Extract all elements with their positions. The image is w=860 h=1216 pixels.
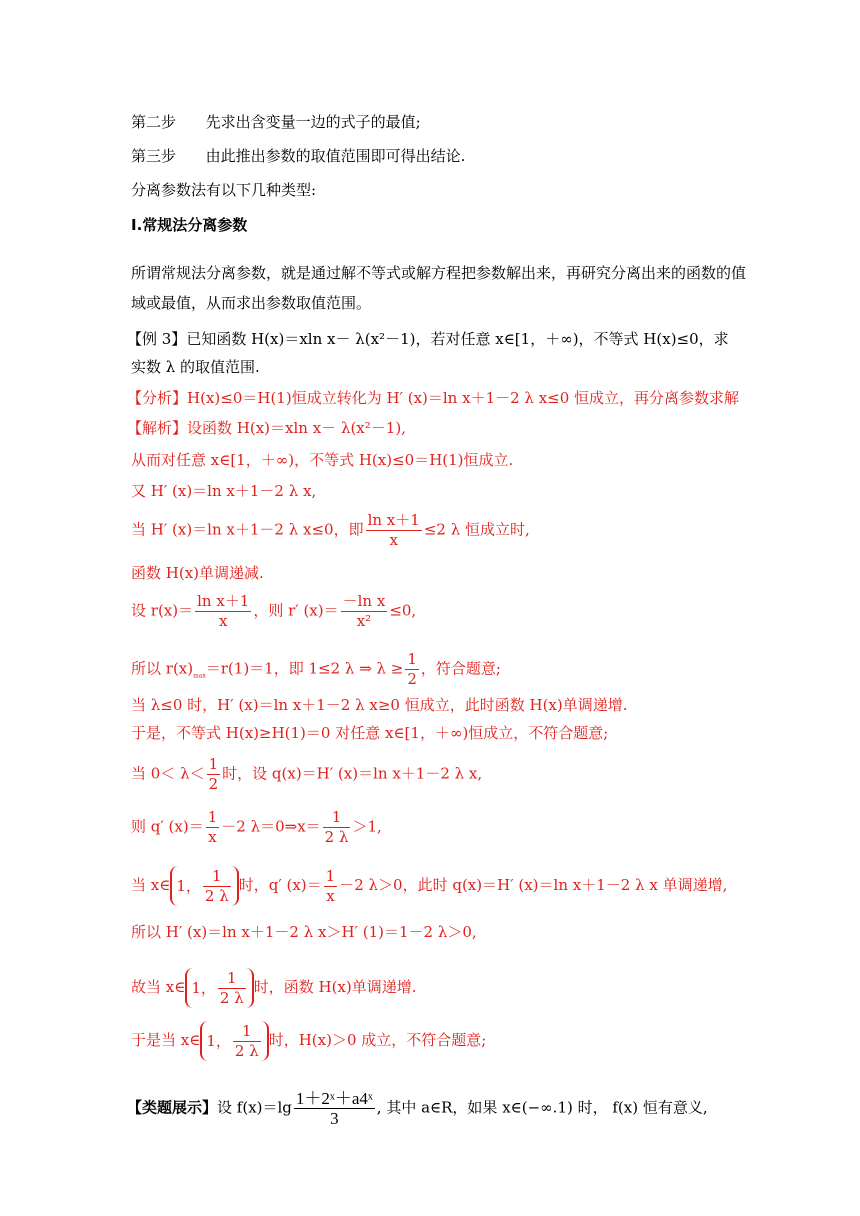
solution-l12a: 当 x∈ xyxy=(131,876,171,894)
interval-left: 1， xyxy=(191,979,216,997)
fraction-numerator: 1 xyxy=(323,808,351,828)
section-heading: I.常规法分离参数 xyxy=(131,216,248,234)
fraction-denominator: 2 λ xyxy=(219,988,244,1007)
analysis-text: H(x)≤0＝H(1)恒成立转化为 H′ (x)＝ln x＋1－2 λ x≤0 恒成立，再分离参数求解 xyxy=(187,389,740,407)
fraction xyxy=(206,808,220,847)
solution-l10a: 当 0＜ λ＜ xyxy=(131,764,205,783)
solution-line-12 xyxy=(131,866,727,906)
fraction xyxy=(366,511,422,550)
fraction xyxy=(203,867,231,906)
similar-text-1: 设 f(x)＝lg xyxy=(217,1098,292,1117)
fraction-numerator: 1 xyxy=(207,808,218,826)
example-line-2: 实数 λ 的取值范围. xyxy=(131,358,260,376)
solution-line-3: 又 H′ (x)＝ln x＋1－2 λ x, xyxy=(131,482,317,500)
interval-left: 1， xyxy=(176,877,201,895)
solution-l6b: ，则 r′ (x)＝ xyxy=(253,601,339,620)
fraction-denominator: 2 xyxy=(208,775,219,793)
solution-line-7 xyxy=(131,650,501,689)
fraction-denominator: 3 xyxy=(330,1109,339,1128)
fraction-denominator: x xyxy=(208,828,217,846)
solution-l11c: ＞1, xyxy=(352,817,382,836)
solution-l15a: 于是当 x∈ xyxy=(131,1031,201,1049)
types-intro: 分离参数法有以下几种类型: xyxy=(131,181,317,199)
interval-bracket xyxy=(170,866,238,906)
solution-l7c: ，符合题意; xyxy=(420,659,501,678)
fraction-denominator: x xyxy=(218,612,228,630)
fraction-numerator: 1 xyxy=(218,969,246,989)
para-line-1: 所谓常规法分离参数，就是通过解不等式或解方程把参数解出来，再研究分离出来的函数的值 xyxy=(131,264,747,282)
fraction-denominator: 2 λ xyxy=(234,1041,259,1060)
solution-l6c: ≤0, xyxy=(389,601,417,620)
step-two xyxy=(131,112,421,132)
solution-l11a: 则 q′ (x)＝ xyxy=(131,817,204,836)
fraction-numerator: 1 xyxy=(233,1022,261,1042)
fraction xyxy=(233,1022,261,1061)
solution-line-6 xyxy=(131,592,416,631)
fraction xyxy=(323,808,351,847)
fraction-numerator: 1＋2ˣ＋a4ˣ xyxy=(295,1089,373,1108)
solution-line-8: 当 λ≤0 时，H′ (x)＝ln x＋1－2 λ x≥0 恒成立，此时函数 H(x)单调递增. xyxy=(131,696,628,714)
fraction-numerator: －ln x xyxy=(342,592,386,610)
solution-l11b: －2 λ＝0⇒x＝ xyxy=(221,817,321,836)
fraction-denominator: 2 λ xyxy=(204,886,229,905)
solution-line-4 xyxy=(131,511,530,550)
example-text-1: 已知函数 H(x)＝xln x－ λ(x²－1)，若对任意 x∈[1，＋∞)，不等式 H(x)≤0，求 xyxy=(186,330,729,348)
solution-line-1 xyxy=(127,418,406,438)
solution-l14b: 时，函数 H(x)单调递增. xyxy=(253,978,417,996)
solution-l10b: 时，设 q(x)＝H′ (x)＝ln x＋1－2 λ x, xyxy=(222,764,483,783)
fraction xyxy=(207,755,221,794)
fraction-denominator: x xyxy=(389,531,398,549)
step-two-text: 先求出含变量一边的式子的最值; xyxy=(205,113,421,131)
fraction-numerator: 1 xyxy=(203,867,231,887)
solution-line-11 xyxy=(131,808,382,847)
similar-label: 【类题展示】 xyxy=(127,1098,218,1117)
fraction-numerator: 1 xyxy=(325,866,336,885)
solution-l7a: 所以 r(x) xyxy=(131,659,194,678)
interval-bracket xyxy=(200,1021,268,1061)
example-line-1 xyxy=(127,329,729,349)
fraction xyxy=(218,969,246,1008)
step-three-text: 由此推出参数的取值范围即可得出结论. xyxy=(205,147,466,165)
solution-label: 【解析】 xyxy=(127,419,188,437)
fraction-denominator: x xyxy=(326,886,335,905)
fraction-denominator: 2 λ xyxy=(324,828,349,846)
solution-line-15 xyxy=(131,1021,486,1061)
fraction-denominator: 2 xyxy=(407,670,417,688)
solution-l15b: 时，H(x)＞0 成立，不符合题意; xyxy=(268,1031,487,1049)
interval-left: 1， xyxy=(206,1032,231,1050)
step-three-label: 第三步 xyxy=(131,147,177,165)
analysis-line xyxy=(127,388,739,408)
solution-l12b: 时，q′ (x)＝ xyxy=(238,876,322,894)
solution-l7b: ＝r(1)＝1，即 1≤2 λ ⇒ λ ≥ xyxy=(205,659,404,678)
fraction xyxy=(341,592,388,631)
fraction xyxy=(195,592,251,631)
step-two-label: 第二步 xyxy=(131,113,177,131)
solution-line-13: 所以 H′ (x)＝ln x＋1－2 λ x＞H′ (1)＝1－2 λ＞0, xyxy=(131,923,477,941)
solution-line-9: 于是，不等式 H(x)≥H(1)＝0 对任意 x∈[1，＋∞)恒成立，不符合题意; xyxy=(131,724,609,742)
fraction xyxy=(324,867,338,906)
similar-text-2: , 其中 a∈R，如果 x∈(−∞.1) 时， f(x) 恒有意义, xyxy=(376,1098,708,1117)
solution-l12c: －2 λ＞0，此时 q(x)＝H′ (x)＝ln x＋1－2 λ x 单调递增, xyxy=(339,876,728,894)
para-line-2: 域或最值，从而求出参数取值范围。 xyxy=(131,294,372,312)
solution-l4b: ≤2 λ 恒成立时, xyxy=(423,520,530,539)
solution-l6a: 设 r(x)＝ xyxy=(131,601,194,620)
fraction-numerator: ln x＋1 xyxy=(197,592,250,610)
solution-l4a: 当 H′ (x)＝ln x＋1－2 λ x≤0，即 xyxy=(131,520,364,539)
interval-bracket xyxy=(185,968,253,1008)
fraction xyxy=(294,1089,375,1128)
solution-line-10 xyxy=(131,755,482,794)
fraction xyxy=(405,650,419,689)
fraction-numerator: 1 xyxy=(208,755,219,773)
similar-problem-line xyxy=(127,1089,708,1128)
fraction-numerator: 1 xyxy=(407,650,417,668)
solution-l14a: 故当 x∈ xyxy=(131,978,186,996)
solution-text-1: 设函数 H(x)＝xln x－ λ(x²－1), xyxy=(187,419,406,437)
max-subscript: max xyxy=(193,672,206,680)
step-three xyxy=(131,146,465,166)
analysis-label: 【分析】 xyxy=(127,389,188,407)
solution-line-5: 函数 H(x)单调递减. xyxy=(131,564,264,582)
solution-line-14 xyxy=(131,968,417,1008)
example-label: 【例 3】 xyxy=(127,330,187,348)
solution-line-2: 从而对任意 x∈[1，＋∞)，不等式 H(x)≤0＝H(1)恒成立. xyxy=(131,451,514,469)
fraction-denominator: x² xyxy=(356,612,372,630)
fraction-numerator: ln x＋1 xyxy=(367,511,420,529)
